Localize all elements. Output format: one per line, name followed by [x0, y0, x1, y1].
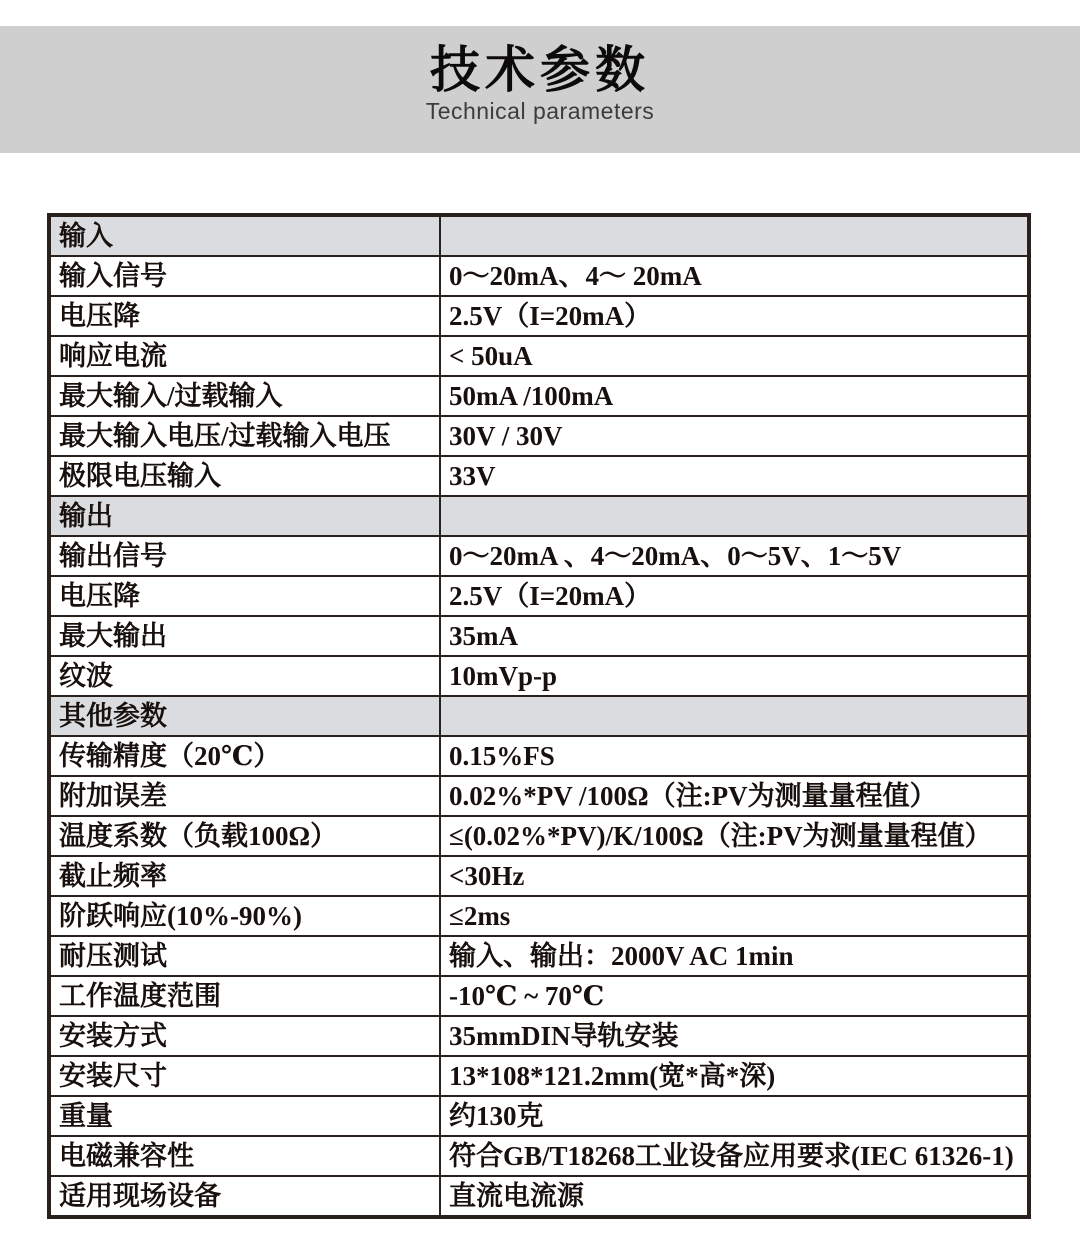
row-value: 约130克: [440, 1096, 1029, 1136]
row-label: 电磁兼容性: [49, 1136, 440, 1176]
table-row: [49, 1136, 1029, 1176]
row-label: 最大输入/过载输入: [49, 376, 440, 416]
page-subtitle: Technical parameters: [425, 98, 655, 124]
row-label: 响应电流: [49, 336, 440, 376]
section-label: 输入: [49, 215, 440, 256]
table-row: [49, 616, 1029, 656]
row-value: 0.15%FS: [440, 736, 1029, 776]
table-row: [49, 1176, 1029, 1217]
row-label: 电压降: [49, 296, 440, 336]
section-value-empty: [440, 496, 1029, 536]
table-row: [49, 936, 1029, 976]
table-row: [49, 296, 1029, 336]
table-row: [49, 1096, 1029, 1136]
table-section-row-output: [49, 496, 1029, 536]
row-value: 10mVp-p: [440, 656, 1029, 696]
spec-table-body: [49, 215, 1029, 1217]
row-value: 0～20mA、4～ 20mA: [440, 256, 1029, 296]
header-band: [0, 26, 1080, 153]
row-value: ≤(0.02%*PV)/K/100Ω（注:PV为测量量程值）: [440, 816, 1029, 856]
row-label: 最大输入电压/过载输入电压: [49, 416, 440, 456]
row-label: 截止频率: [49, 856, 440, 896]
row-value: 30V / 30V: [440, 416, 1029, 456]
table-row: [49, 1056, 1029, 1096]
table-row: [49, 376, 1029, 416]
row-value: 直流电流源: [440, 1176, 1029, 1217]
row-value: 50mA /100mA: [440, 376, 1029, 416]
row-label: 工作温度范围: [49, 976, 440, 1016]
row-label: 纹波: [49, 656, 440, 696]
row-value: -10℃ ~ 70℃: [440, 976, 1029, 1016]
section-label: 输出: [49, 496, 440, 536]
section-label: 其他参数: [49, 696, 440, 736]
row-value: 输入、输出：2000V AC 1min: [440, 936, 1029, 976]
row-value: 13*108*121.2mm(宽*高*深): [440, 1056, 1029, 1096]
row-value: 33V: [440, 456, 1029, 496]
table-row: [49, 736, 1029, 776]
table-row: [49, 416, 1029, 456]
row-label: 输入信号: [49, 256, 440, 296]
row-label: 适用现场设备: [49, 1176, 440, 1217]
row-label: 传输精度（20℃）: [49, 736, 440, 776]
row-label: 耐压测试: [49, 936, 440, 976]
spec-table: [47, 213, 1031, 1219]
row-value: ≤2ms: [440, 896, 1029, 936]
table-row: [49, 456, 1029, 496]
row-value: 符合GB/T18268工业设备应用要求(IEC 61326-1): [440, 1136, 1029, 1176]
row-label: 输出信号: [49, 536, 440, 576]
row-label: 安装方式: [49, 1016, 440, 1056]
row-value: < 50uA: [440, 336, 1029, 376]
table-row: [49, 856, 1029, 896]
section-value-empty: [440, 215, 1029, 256]
table-section-row-other: [49, 696, 1029, 736]
row-label: 附加误差: [49, 776, 440, 816]
table-row: [49, 1016, 1029, 1056]
table-row: [49, 896, 1029, 936]
table-row: [49, 976, 1029, 1016]
table-row: [49, 536, 1029, 576]
row-value: 2.5V（I=20mA）: [440, 576, 1029, 616]
table-row: [49, 336, 1029, 376]
row-label: 极限电压输入: [49, 456, 440, 496]
row-label: 温度系数（负载100Ω）: [49, 816, 440, 856]
row-value: <30Hz: [440, 856, 1029, 896]
row-label: 电压降: [49, 576, 440, 616]
row-value: 0.02%*PV /100Ω（注:PV为测量量程值）: [440, 776, 1029, 816]
row-label: 安装尺寸: [49, 1056, 440, 1096]
row-value: 35mmDIN导轨安装: [440, 1016, 1029, 1056]
section-value-empty: [440, 696, 1029, 736]
table-row: [49, 576, 1029, 616]
table-row: [49, 656, 1029, 696]
row-label: 重量: [49, 1096, 440, 1136]
table-row: [49, 256, 1029, 296]
row-label: 阶跃响应(10%-90%): [49, 896, 440, 936]
row-value: 0～20mA 、4～20mA、0～5V、1～5V: [440, 536, 1029, 576]
row-label: 最大输出: [49, 616, 440, 656]
row-value: 35mA: [440, 616, 1029, 656]
table-row: [49, 816, 1029, 856]
row-value: 2.5V（I=20mA）: [440, 296, 1029, 336]
table-section-row-input: [49, 215, 1029, 256]
table-row: [49, 776, 1029, 816]
page-title: 技术参数: [430, 42, 650, 98]
